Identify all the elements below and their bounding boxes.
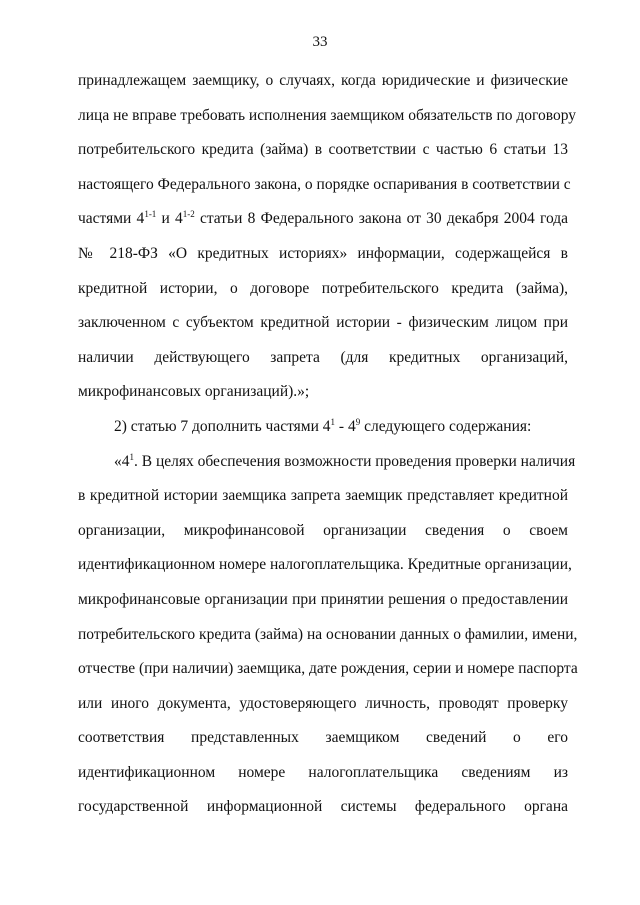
text-line: кредитной истории, о договоре потребительского кредита (займа),	[78, 279, 568, 297]
text-line: организации, микрофинансовой организации сведения о своем	[78, 521, 568, 539]
text-line: идентификационном номере налогоплательщика. Кредитные организации,	[78, 556, 572, 574]
text-segment: следующего содержания:	[360, 417, 532, 435]
text-line: отчестве (при наличии) заемщика, дате рождения, серии и номере паспорта	[78, 660, 578, 678]
text-line: соответствия представленных заемщиком сведений о его	[78, 729, 568, 747]
text-line: наличии действующего запрета (для кредитных организаций,	[78, 348, 568, 366]
superscript: 9	[355, 416, 361, 427]
text-line	[78, 410, 568, 445]
body-text	[78, 64, 578, 825]
text-line: микрофинансовых организаций).»;	[78, 383, 310, 401]
text-segment: - 4	[335, 417, 356, 435]
text-line: потребительского кредита (займа) на основании данных о фамилии, имени,	[78, 625, 578, 643]
paragraph	[78, 445, 578, 826]
text-line: микрофинансовые организации при принятии решения о предоставлении	[78, 590, 568, 608]
text-segment: «4	[114, 452, 130, 470]
text-line	[78, 202, 568, 237]
text-line: идентификационном номере налогоплательщика сведениям из	[78, 763, 568, 781]
text-line: потребительского кредита (займа) в соответствии с частью 6 статьи 13	[78, 141, 568, 159]
text-line: лица не вправе требовать исполнения заемщиком обязательств по договору	[78, 106, 577, 124]
text-line: в кредитной истории заемщика запрета заемщик представляет кредитной	[78, 487, 568, 505]
text-segment: статьи 8 Федерального закона от 30 декабря 2004 года	[194, 210, 569, 228]
text-line	[78, 445, 576, 480]
text-segment: частями 4	[78, 210, 145, 228]
paragraph	[78, 410, 568, 445]
text-line: заключенном с субъектом кредитной истории - физическим лицом при	[78, 314, 568, 332]
page-number: 33	[312, 34, 328, 50]
text-line: № 218-ФЗ «О кредитных историях» информации, содержащейся в	[78, 244, 568, 262]
superscript: 1-1	[144, 209, 157, 220]
superscript: 1	[330, 416, 336, 427]
text-line: принадлежащем заемщику, о случаях, когда юридические и физические	[78, 72, 568, 89]
text-segment: . В целях обеспечения возможности проведения проверки наличия	[134, 452, 576, 470]
superscript: 1-2	[182, 209, 195, 220]
text-line: или иного документа, удостоверяющего личность, проводят проверку	[78, 694, 568, 712]
paragraph	[78, 64, 577, 410]
text-segment: и 4	[156, 210, 183, 228]
text-line: настоящего Федерального закона, о порядке оспаривания в соответствии с	[78, 175, 571, 193]
text-segment: 2) статью 7 дополнить частями 4	[114, 417, 331, 435]
text-line: государственной информационной системы федерального органа	[78, 798, 568, 816]
superscript: 1	[129, 451, 134, 462]
